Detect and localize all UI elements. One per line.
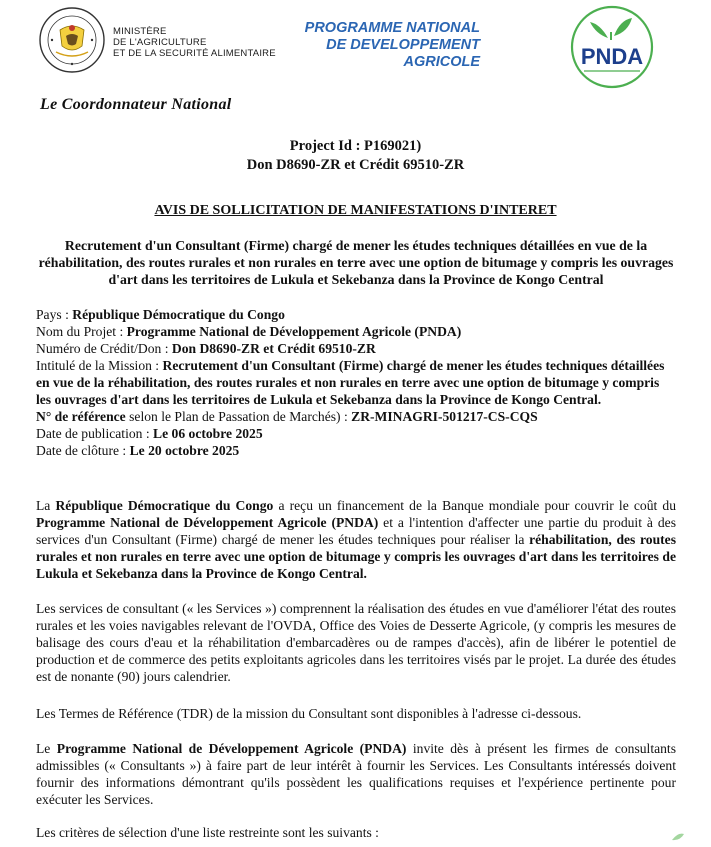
program-line-2: DE DEVELOPPEMENT	[326, 37, 480, 53]
ministry-name	[113, 26, 276, 59]
p1-text-c: a reçu un financement de la Banque mondiale pour couvrir le coût du	[273, 498, 676, 513]
paragraph-invitation	[36, 740, 676, 808]
publication-date-label: Date de publication :	[36, 426, 154, 441]
mission-title-value: Recrutement d'un Consultant (Firme) chargé de mener les études techniques détaillées en vue de la réhabilitation, des routes rurales et non rurales en terre avec une option de bitumage y compris les ouvrages d'art dans les territoires de Lukula et Sekebanza dans la Province de Kongo Central.	[36, 358, 665, 407]
ministry-line-3: ET DE LA SECURITÉ ALIMENTAIRE	[113, 48, 276, 59]
reference-label: selon le Plan de Passation de Marchés) :	[125, 409, 352, 424]
reference-value: ZR-MINAGRI-501217-CS-CQS	[351, 409, 538, 424]
closing-date-label: Date de clôture :	[36, 443, 130, 458]
paragraph-tdr: Les Termes de Référence (TDR) de la mission du Consultant sont disponibles à l'adresse ci-dessous.	[36, 706, 582, 721]
notice-title: AVIS DE SOLLICITATION DE MANIFESTATIONS D'INTERET	[154, 203, 557, 218]
coat-of-arms-seal	[38, 6, 106, 74]
paragraph-financing	[36, 497, 676, 582]
project-name-value: Programme National de Développement Agricole (PNDA)	[126, 324, 462, 339]
mission-title-line	[36, 357, 676, 408]
project-name-label: Nom du Projet :	[36, 324, 127, 339]
mission-title-label: Intitulé de la Mission :	[36, 358, 163, 373]
paragraph-services: Les services de consultant (« les Services ») comprennent la réalisation des études en vue d'améliorer l'état des routes rurales et les voies navigables relevant de l'OVDA, Office des Voies de Desserte Agricole, (y compris les mesures de balisage des cours d'eau et la réhabilitation d'embarcadères ou de rampes d'accès), afin de libérer le potentiel de production et de commerce des petits exploitants agricoles dans les territoires visés par le projet. La durée des études est de nonante (90) jours calendrier.	[36, 601, 676, 684]
country-value: République Démocratique du Congo	[72, 307, 285, 322]
publication-date-value: Le 06 octobre 2025	[153, 426, 263, 441]
publication-date-line	[36, 425, 676, 442]
paragraph-criteria-intro: Les critères de sélection d'une liste restreinte sont les suivants :	[36, 825, 379, 840]
country-label: Pays :	[36, 307, 73, 322]
ministry-line-2: DE L'AGRICULTURE	[113, 37, 207, 48]
credit-number-line	[36, 340, 676, 357]
project-name-line	[36, 323, 676, 340]
credit-number-value: Don D8690-ZR et Crédit 69510-ZR	[171, 341, 376, 356]
p1-program: Programme National de Développement Agricole (PNDA)	[36, 515, 379, 530]
leaf-watermark-icon	[670, 832, 686, 842]
grant-credit-numbers: Don D8690-ZR et Crédit 69510-ZR	[246, 157, 465, 173]
project-id: Project Id : P169021)	[289, 138, 422, 154]
closing-date-value: Le 20 octobre 2025	[129, 443, 240, 458]
program-line-3: AGRICOLE	[403, 54, 480, 70]
p1-scope: réhabilitation, des routes rurales et non rurales en terre avec une option de bitumage y compris les ouvrages d'art dans les territoires de Lukula et Sekebanza dans la Province de Kongo Central.	[36, 532, 676, 581]
pnda-logo-text: PNDA	[580, 44, 644, 69]
country-line	[36, 306, 676, 323]
p4-text-c: invite dès à présent les firmes de consultants admissibles (« Consultants ») à faire part de leur intérêt à fournir les Services. Les Consultants intéressés doivent fournir des informations démontrant qu'ils possèdent les qualifications requises et l'expérience pertinente pour exécuter les Services.	[36, 741, 676, 807]
notice-subtitle: Recrutement d'un Consultant (Firme) chargé de mener les études techniques détaillées en vue de la réhabilitation, des routes rurales et non rurales en terre avec une option de bitumage y compris les ouvrages d'art dans les territoires de Lukula et Sekebanza dans la Province de Kongo Central	[38, 238, 674, 287]
coordinator-signature-title: Le Coordonnateur National	[40, 96, 232, 113]
ministry-line-1: MINISTÈRE	[113, 26, 167, 37]
credit-number-label: Numéro de Crédit/Don :	[36, 341, 172, 356]
p1-text-e: et a l'intention d'affecter une partie du produit à des services d'un Consultant (Firme) chargé de mener les études techniques pour réaliser la	[36, 515, 676, 547]
p1-text-a: La	[36, 498, 56, 513]
p4-text-a: Le	[36, 741, 57, 756]
p4-program: Programme National de Développement Agricole (PNDA)	[56, 741, 407, 756]
p1-country: République Démocratique du Congo	[55, 498, 274, 513]
project-info-block	[36, 306, 676, 459]
program-name-header	[300, 20, 480, 71]
program-line-1: PROGRAMME NATIONAL	[304, 20, 480, 36]
reference-line	[36, 408, 676, 425]
pnda-logo	[562, 4, 662, 90]
reference-label-bold: N° de référence	[36, 409, 126, 424]
closing-date-line	[36, 442, 676, 459]
